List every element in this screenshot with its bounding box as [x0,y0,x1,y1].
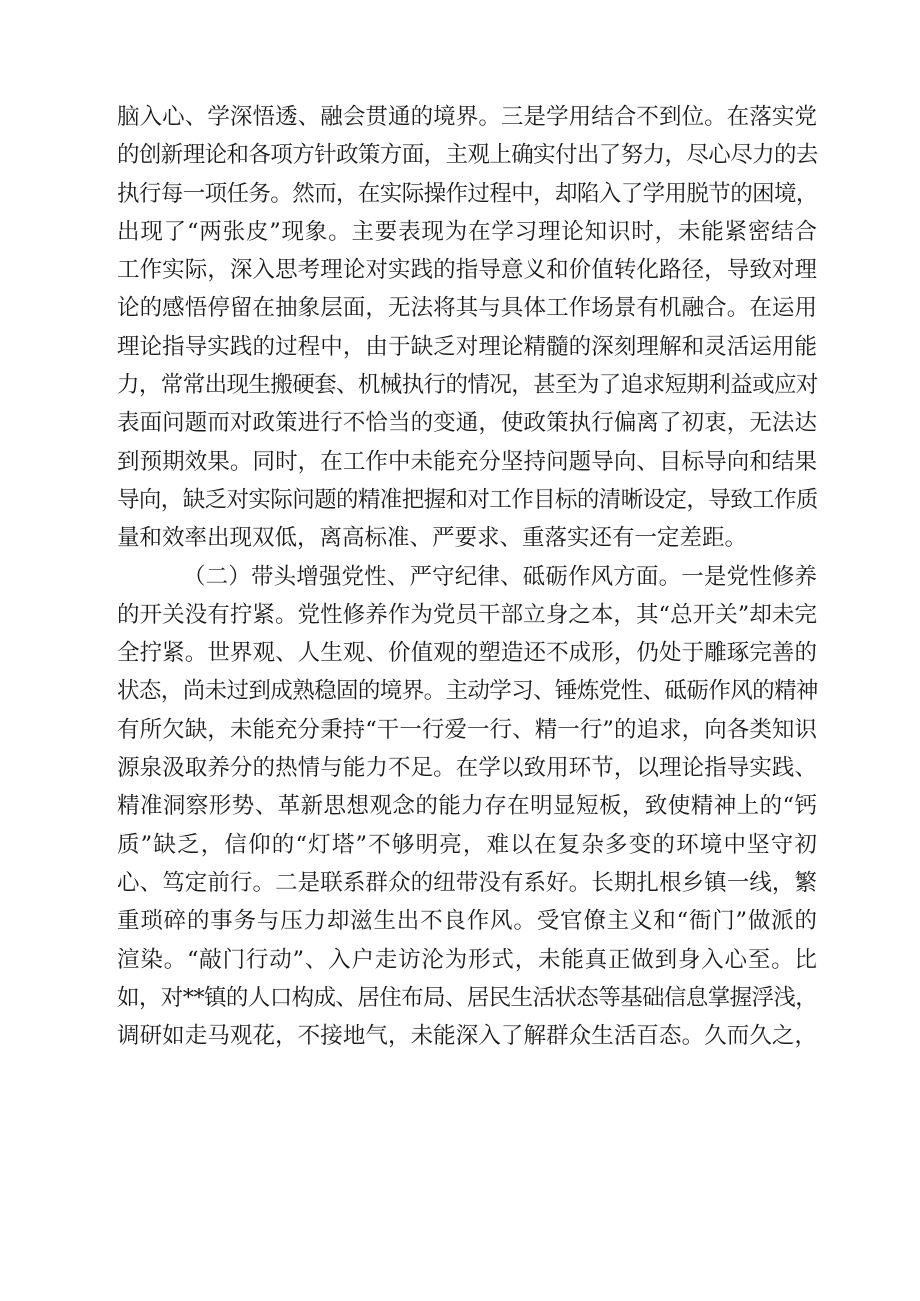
text-line: 心、笃定前行。二是联系群众的纽带没有系好。长期扎根乡镇一线，繁 [117,869,817,896]
text-line: 到预期效果。同时，在工作中未能充分坚持问题导向、目标导向和结果 [117,448,817,475]
text-line: 状态，尚未过到成熟稳固的境界。主动学习、锤炼党性、砥砺作风的精神 [117,678,818,705]
text-line: 全拧紧。世界观、人生观、价值观的塑造还不成形，仍处于雕琢完善的 [117,640,817,667]
text-line: 质”缺乏，信仰的“灯塔”不够明亮，难以在复杂多变的环境中坚守初 [117,831,817,858]
text-line: 的开关没有拧紧。党性修养作为党员干部立身之本，其“总开关”却未完 [117,601,817,628]
text-line: 工作实际，深入思考理论对实践的指导意义和价值转化路径，导致对理 [117,257,817,284]
text-line: 论的感悟停留在抽象层面，无法将其与具体工作场景有机融合。在运用 [117,295,817,322]
body-text [117,98,817,1055]
paragraph-first-line: （二）带头增强党性、严守纪律、砥砺作风方面。一是党性修养 [183,563,817,590]
text-line: 的创新理论和各项方针政策方面，主观上确实付出了努力，尽心尽力的去 [117,142,818,169]
text-line: 脑入心、学深悟透、融会贯通的境界。三是学用结合不到位。在落实党 [117,104,817,130]
text-line: 力，常常出现生搬硬套、机械执行的情况，甚至为了追求短期利益或应对 [117,372,818,399]
text-line: 调研如走马观花，不接地气，未能深入了解群众生活百态。久而久之， [117,1023,817,1050]
text-line: 表面问题而对政策进行不恰当的变通，使政策执行偏离了初衷，无法达 [117,410,817,437]
text-line: 导向，缺乏对实际问题的精准把握和对工作目标的清晰设定，导致工作质 [117,486,818,513]
paragraph-last-line: 量和效率出现双低，离高标准、严要求、重落实还有一定差距。 [117,525,748,552]
text-line: 出现了“两张皮”现象。主要表现为在学习理论知识时，未能紧密结合 [117,218,817,245]
text-line: 渲染。“敲门行动”、入户走访沦为形式，未能真正做到身入心至。比 [117,946,817,973]
text-line: 有所欠缺，未能充分秉持“干一行爱一行、精一行”的追求，向各类知识 [117,716,817,743]
text-line: 理论指导实践的过程中，由于缺乏对理论精髓的深刻理解和灵活运用能 [117,333,817,360]
text-line: 源泉汲取养分的热情与能力不足。在学以致用环节，以理论指导实践、 [117,755,817,782]
text-line: 执行每一项任务。然而，在实际操作过程中，却陷入了学用脱节的困境， [117,180,818,207]
text-line: 精准洞察形势、革新思想观念的能力存在明显短板，致使精神上的“钙 [117,793,817,820]
text-line: 重琐碎的事务与压力却滋生出不良作风。受官僚主义和“衙门”做派的 [117,908,817,935]
text-line: 如，对**镇的人口构成、居住布局、居民生活状态等基础信息掌握浮浅， [117,984,818,1011]
